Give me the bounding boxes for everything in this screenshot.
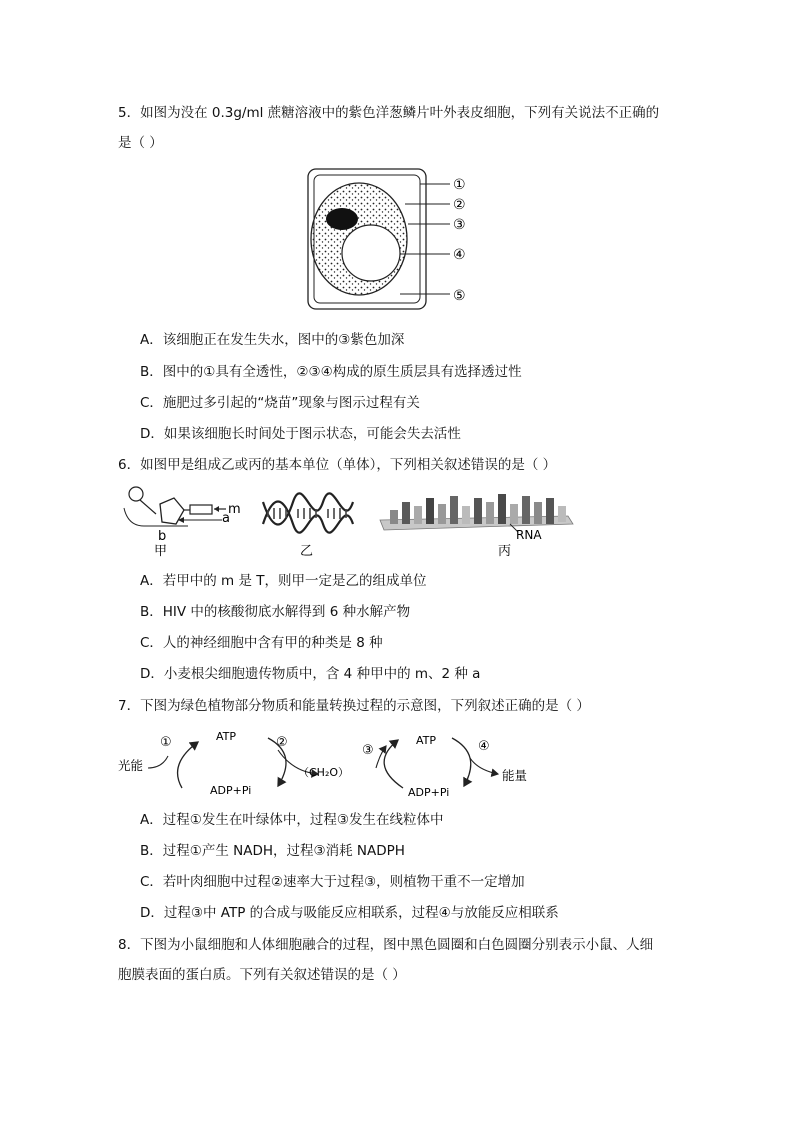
caption-jia: 甲 — [154, 544, 168, 559]
q8-stem-line2: 胞膜表面的蛋白质。下列有关叙述错误的是（ ） — [118, 967, 406, 983]
label-step3: ③ — [362, 743, 374, 758]
q6-option-a: A．若甲中的 m 是 T，则甲一定是乙的组成单位 — [140, 573, 427, 589]
dna-helix-diagram — [263, 493, 353, 559]
label-ch2o: （CH₂O） — [298, 766, 350, 779]
label-adp-left: ADP+Pi — [210, 784, 252, 797]
vacuole — [342, 225, 400, 281]
nucleus — [326, 208, 358, 230]
q7-option-a: A．过程①发生在叶绿体中，过程③发生在线粒体中 — [140, 812, 444, 828]
label-step2: ② — [276, 735, 288, 750]
q6-figure — [118, 484, 588, 560]
label-m: m — [228, 502, 241, 517]
label-2: ② — [453, 197, 466, 213]
base — [190, 505, 212, 514]
phosphate — [129, 487, 143, 501]
q7-energy-figure — [118, 724, 538, 800]
q7-stem: 7．下图为绿色植物部分物质和能量转换过程的示意图，下列叙述正确的是（ ） — [118, 698, 590, 714]
q6-option-b: B．HIV 中的核酸彻底水解得到 6 种水解产物 — [140, 604, 411, 620]
nucleotide-diagram — [124, 487, 241, 559]
q5-option-b: B．图中的①具有全透性，②③④构成的原生质层具有选择透过性 — [140, 364, 522, 380]
q5-stem-line2: 是（ ） — [118, 135, 163, 151]
q6-stem: 6．如图甲是组成乙或丙的基本单位（单体），下列相关叙述错误的是（ ） — [118, 457, 557, 473]
q5-stem-line1: 5．如图为没在 0.3g/ml 蔗糖溶液中的紫色洋葱鳞片叶外表皮细胞，下列有关说法不正确的 — [118, 105, 660, 121]
q5-cell-figure — [300, 166, 490, 316]
rna-diagram — [380, 494, 573, 559]
label-1: ① — [453, 177, 466, 193]
label-4: ④ — [453, 247, 466, 263]
label-5: ⑤ — [453, 288, 466, 304]
caption-yi: 乙 — [300, 544, 314, 559]
caption-bing: 丙 — [498, 544, 512, 559]
q5-option-d: D．如果该细胞长时间处于图示状态，可能会失去活性 — [140, 426, 461, 442]
label-3: ③ — [453, 217, 466, 233]
q6-option-d: D．小麦根尖细胞遗传物质中，含 4 种甲中的 m、2 种 a — [140, 666, 481, 682]
label-step4: ④ — [478, 739, 490, 754]
label-step1: ① — [160, 735, 172, 750]
label-atp-right: ATP — [416, 734, 437, 747]
q7-option-c: C．若叶肉细胞中过程②速率大于过程③，则植物干重不一定增加 — [140, 874, 525, 890]
q7-option-b: B．过程①产生 NADH，过程③消耗 NADPH — [140, 843, 405, 859]
label-rna: RNA — [516, 528, 542, 542]
label-adp-right: ADP+Pi — [408, 786, 450, 799]
label-energy: 能量 — [502, 768, 528, 783]
q5-option-a: A．该细胞正在发生失水，图中的③紫色加深 — [140, 332, 405, 348]
label-light-energy: 光能 — [118, 758, 144, 773]
q8-stem-line1: 8．下图为小鼠细胞和人体细胞融合的过程，图中黑色圆圈和白色圆圈分别表示小鼠、人细 — [118, 937, 654, 953]
q7-option-d: D．过程③中 ATP 的合成与吸能反应相联系，过程④与放能反应相联系 — [140, 905, 559, 921]
label-b: b — [158, 529, 167, 544]
q6-option-c: C．人的神经细胞中含有甲的种类是 8 种 — [140, 635, 383, 651]
label-atp-left: ATP — [216, 730, 237, 743]
label-a: a — [222, 511, 230, 526]
q5-option-c: C．施肥过多引起的“烧苗”现象与图示过程有关 — [140, 395, 420, 411]
